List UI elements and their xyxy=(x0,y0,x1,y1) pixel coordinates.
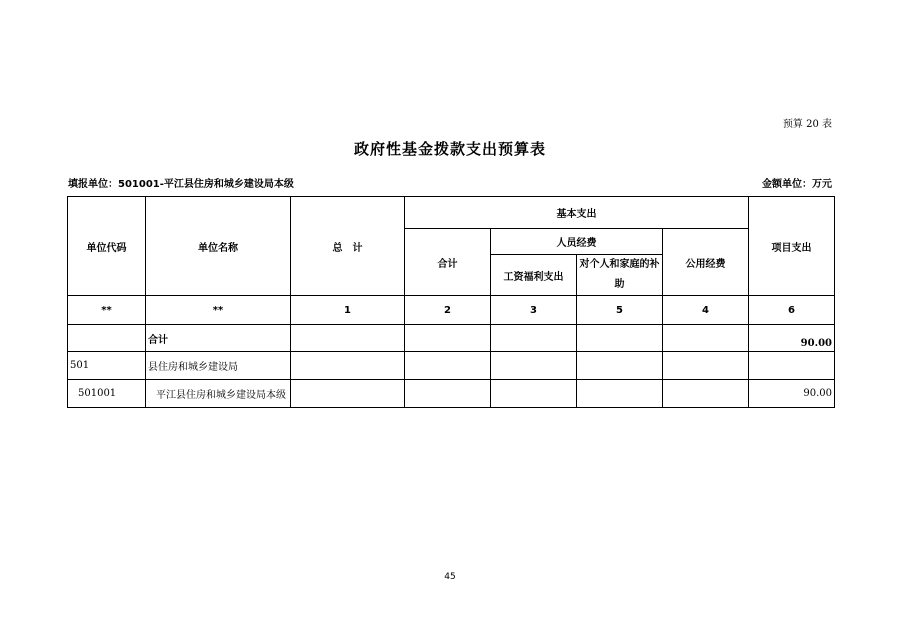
header-unit-code: 单位代码 xyxy=(68,197,146,296)
fill-unit-label: 填报单位：501001-平江县住房和城乡建设局本级 xyxy=(68,179,294,190)
index-cell: 3 xyxy=(491,296,577,325)
index-cell: ** xyxy=(146,296,291,325)
cell-wages xyxy=(491,325,577,352)
cell-subtotal xyxy=(405,352,491,380)
table-row xyxy=(68,352,835,380)
cell-public xyxy=(663,352,749,380)
header-personnel: 人员经费 xyxy=(491,229,663,255)
cell-code: 501 xyxy=(68,352,146,380)
index-cell: 2 xyxy=(405,296,491,325)
cell-name: 县住房和城乡建设局 xyxy=(146,352,291,380)
cell-code: 501001 xyxy=(68,380,146,408)
cell-public xyxy=(663,380,749,408)
table-row-total xyxy=(68,325,835,352)
cell-subtotal xyxy=(405,380,491,408)
cell-code xyxy=(68,325,146,352)
index-cell: 5 xyxy=(577,296,663,325)
index-cell: ** xyxy=(68,296,146,325)
cell-total xyxy=(291,380,405,408)
index-cell: 6 xyxy=(749,296,835,325)
index-cell: 4 xyxy=(663,296,749,325)
index-cell: 1 xyxy=(291,296,405,325)
cell-wages xyxy=(491,380,577,408)
cell-wages xyxy=(491,352,577,380)
cell-subsidy xyxy=(577,352,663,380)
table-number: 预算 20 表 xyxy=(782,119,832,130)
cell-project: 90.00 xyxy=(749,325,835,352)
header-basic-expense: 基本支出 xyxy=(405,197,749,229)
amount-unit-label: 金额单位：万元 xyxy=(762,179,832,190)
cell-project xyxy=(749,352,835,380)
header-wages: 工资福利支出 xyxy=(491,255,577,296)
budget-table xyxy=(67,196,835,408)
cell-total xyxy=(291,352,405,380)
header-subtotal: 合计 xyxy=(405,229,491,296)
cell-subtotal xyxy=(405,325,491,352)
table-row xyxy=(68,380,835,408)
header-public-expense: 公用经费 xyxy=(663,229,749,296)
header-project-expense: 项目支出 xyxy=(749,197,835,296)
header-subsidy: 对个人和家庭的补助 xyxy=(577,255,663,296)
header-row-1 xyxy=(68,197,835,229)
page-title: 政府性基金拨款支出预算表 xyxy=(353,140,546,158)
cell-public xyxy=(663,325,749,352)
cell-total xyxy=(291,325,405,352)
cell-subsidy xyxy=(577,325,663,352)
header-unit-name: 单位名称 xyxy=(146,197,291,296)
cell-project: 90.00 xyxy=(749,380,835,408)
cell-subsidy xyxy=(577,380,663,408)
header-total: 总 计 xyxy=(291,197,405,296)
cell-name: 平江县住房和城乡建设局本级 xyxy=(146,380,291,408)
index-row xyxy=(68,296,835,325)
cell-name: 合计 xyxy=(146,325,291,352)
page-number: 45 xyxy=(444,572,456,582)
